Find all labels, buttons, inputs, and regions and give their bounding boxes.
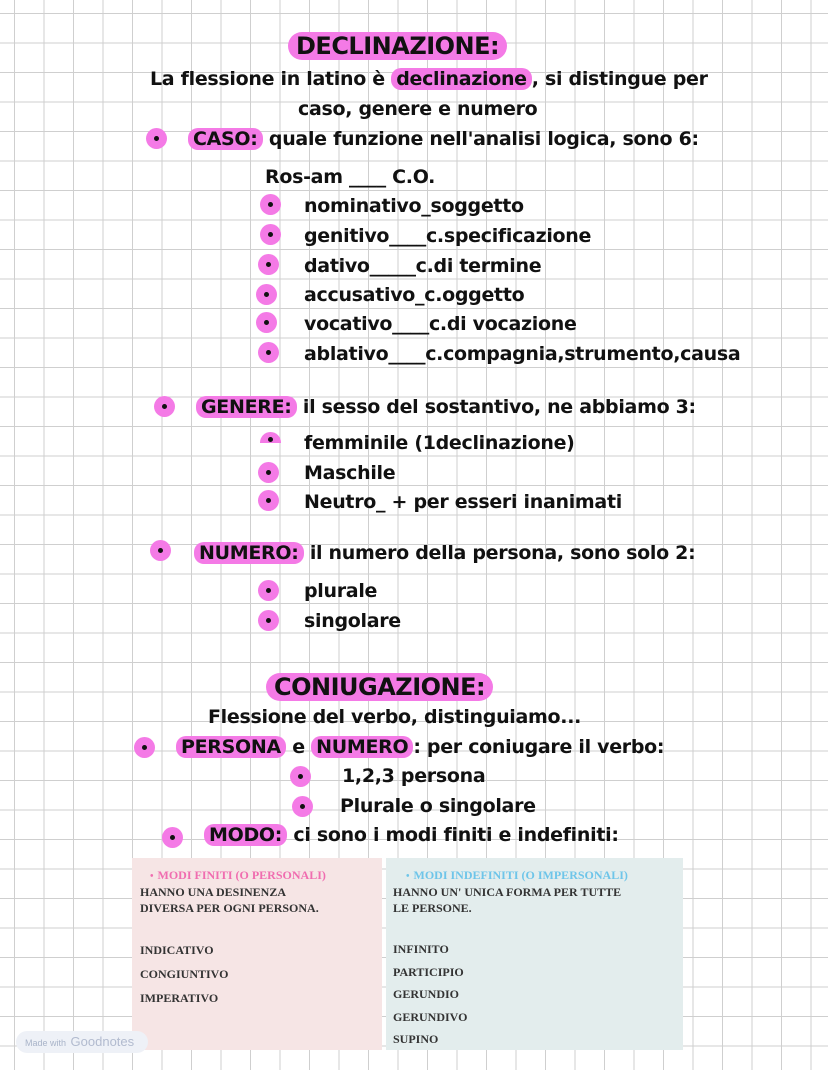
bullet-icon <box>258 342 279 363</box>
caso-item: genitivo____c.specificazione <box>304 225 592 247</box>
goodnotes-badge[interactable] <box>16 1031 148 1053</box>
modo-line: MODO: ci sono i modi finiti e indefiniti: <box>204 824 619 846</box>
declinazione-intro-line2: caso, genere e numero <box>298 98 538 120</box>
bullet-icon <box>260 432 281 443</box>
numero-line: NUMERO: il numero della persona, sono solo 2: <box>194 542 695 564</box>
bullet-icon <box>260 224 281 245</box>
declinazione-intro: La flessione in latino è declinazione , si distingue per <box>150 68 708 90</box>
modi-indefiniti-heading: • MODI INDEFINITI (O IMPERSONALI) <box>406 868 628 882</box>
modi-finiti-desc: DIVERSA PER OGNI PERSONA. <box>140 901 319 915</box>
declinazione-title: DECLINAZIONE: <box>288 32 507 60</box>
modi-finiti-item: CONGIUNTIVO <box>140 967 229 981</box>
genere-item: Maschile <box>304 462 396 484</box>
modi-indefiniti-item: PARTICIPIO <box>393 964 464 979</box>
bullet-icon <box>256 284 277 305</box>
modi-indefiniti-desc: LE PERSONE. <box>393 901 472 915</box>
goodnotes-logo: Goodnotes <box>70 1034 135 1049</box>
caso-item: accusativo_c.oggetto <box>304 284 525 306</box>
bullet-icon <box>258 462 279 483</box>
bullet-icon <box>256 312 277 333</box>
modi-indefiniti-item: INFINITO <box>393 942 449 956</box>
bullet-icon <box>258 610 279 631</box>
genere-item: femminile (1declinazione) <box>304 432 575 454</box>
bullet-icon <box>258 580 279 601</box>
caso-item: ablativo____c.compagnia,strumento,causa <box>304 343 741 365</box>
caso-example: Ros-am ____ C.O. <box>265 166 436 188</box>
bullet-icon: • <box>150 871 154 882</box>
bullet-icon <box>150 540 171 561</box>
bullet-icon <box>260 194 281 215</box>
caso-item: nominativo_soggetto <box>304 195 524 217</box>
numero-item: plurale <box>304 580 378 602</box>
persona-item: Plurale o singolare <box>340 795 536 817</box>
bullet-icon <box>154 396 175 417</box>
modi-indefiniti-item: SUPINO <box>393 1032 439 1046</box>
coniugazione-intro: Flessione del verbo, distinguiamo... <box>208 706 582 728</box>
modi-finiti-item: INDICATIVO <box>140 943 214 957</box>
bullet-icon <box>134 737 155 758</box>
modi-indefiniti-desc: HANNO UN' UNICA FORMA PER TUTTE <box>393 885 622 899</box>
caso-item: dativo_____c.di termine <box>304 255 542 277</box>
persona-line: PERSONA e NUMERO : per coniugare il verbo: <box>176 736 664 758</box>
bullet-icon: • <box>406 871 410 882</box>
bullet-icon <box>290 766 311 787</box>
modi-indefiniti-item: GERUNDIO <box>393 987 460 1001</box>
bullet-icon <box>258 490 279 511</box>
numero-item: singolare <box>304 610 401 632</box>
genere-item: Neutro_ + per esseri inanimati <box>304 491 622 513</box>
made-with-label: Made with <box>25 1038 67 1048</box>
modi-finiti-desc: HANNO UNA DESINENZA <box>140 885 287 899</box>
genere-line: GENERE: il sesso del sostantivo, ne abbiamo 3: <box>196 396 696 418</box>
modi-indefiniti-item: GERUNDIVO <box>393 1009 468 1024</box>
modi-indefiniti-panel <box>386 858 683 1050</box>
caso-item: vocativo____c.di vocazione <box>304 313 577 335</box>
bullet-icon <box>258 254 279 275</box>
caso-line: CASO: quale funzione nell'analisi logica, sono 6: <box>188 128 699 150</box>
coniugazione-title: CONIUGAZIONE: <box>266 673 493 701</box>
modi-finiti-heading: • MODI FINITI (O PERSONALI) <box>150 868 326 882</box>
bullet-icon <box>292 796 313 817</box>
bullet-icon <box>162 827 183 848</box>
modi-finiti-item: IMPERATIVO <box>140 991 219 1005</box>
modi-finiti-panel <box>132 858 382 1050</box>
persona-item: 1,2,3 persona <box>342 765 486 787</box>
bullet-icon <box>146 128 167 149</box>
